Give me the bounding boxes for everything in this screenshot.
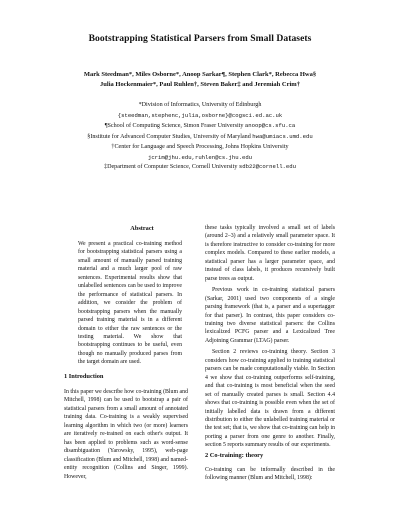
section-heading: 1 Introduction xyxy=(64,373,104,380)
affiliation-email: jcrim@jhu.edu,ruhlen@cs.jhu.edu xyxy=(147,153,253,161)
affiliation-email: hwa@umiacs.umd.edu xyxy=(252,132,313,140)
body-paragraph: these tasks typically involved a small set of labels (around 2–3) and a relatively small parameter space. It is therefore instructive to consider co-training for more complex models. Compared to these earlier models, a statistical parser has a larger parameter space, and instead of class labels, it produces recursively built parse trees as output. xyxy=(205,225,335,282)
abstract-text xyxy=(78,240,182,367)
body-paragraph: Co-training can be informally described in the following manner (Blum and Mitchell, 1998): xyxy=(205,467,335,482)
body-paragraph: Previous work in co-training statistical parsers (Sarkar, 2001) used two components of a single parsing framework (that is, a parser and a supertagger for that parser). In contrast, this paper considers co-training two diverse statistical parsers: the Collins lexicalized PCFG parser and a Lexicalized Tree Adjoining Grammar (LTAG) parser. xyxy=(205,287,335,344)
affiliation: ¶School of Computing Science, Simon Fraser University anoop@cs.sfu.ca xyxy=(104,121,296,129)
body-paragraph: In this paper we describe how co-training (Blum and Mitchell, 1998) can be used to bootstrap a pair of statistical parsers from a small amount of annotated training data. Co-training is a weakly supervised learning algorithm in which two (or more) learners are iteratively re-trained on each other's output. It has been applied to problems such as word-sense disambiguation (Yarowsky, 1995), web-page classification (Blum and Mitchell, 1998) and named-entity recognition (Collins and Singer, 1999). However, xyxy=(64,389,188,480)
affiliation: †Center for Language and Speech Processing, Johns Hopkins University xyxy=(111,143,289,150)
affiliation: *Division of Informatics, University of Edinburgh xyxy=(138,102,262,108)
affiliation-email: anoop@cs.sfu.ca xyxy=(244,121,296,129)
body-paragraph: Section 2 reviews co-training theory. Section 3 considers how co-training applied to training statistical parsers can be made computationally viable. In Section 4 we show that co-training outperforms self-training, and that co-training is most beneficial when the seed set of manually created parses is small. Section 4.4 shows that co-training is possible even when the set of initially labelled data is drawn from a different distribution to either the unlabelled training material or the test set; that is, we show that co-training can help in porting a parser from one genre to another. Finally, section 5 reports summary results of our experiments. xyxy=(205,349,335,449)
section2-body xyxy=(205,466,335,483)
affiliation-email: {steedman,stephenc,julia,osborne}@cogsci.ed.ac.uk xyxy=(117,111,283,119)
author-line: Julia Hockenmaier*, Paul Ruhlen†, Steven Baker‡ and Jeremiah Crim† xyxy=(100,81,300,88)
abstract-heading: Abstract xyxy=(130,225,154,232)
intro-body xyxy=(64,388,188,481)
right-column xyxy=(205,224,335,450)
author-line: Mark Steedman*, Miles Osborne*, Anoop Sarkar¶, Stephen Clark*, Rebecca Hwa§ xyxy=(83,71,317,78)
paper-title: Bootstrapping Statistical Parsers from Small Datasets xyxy=(88,33,312,44)
affiliation: ‡Department of Computer Science, Cornell University sdb22@cornell.edu xyxy=(104,163,296,171)
section-heading: 2 Co-training: theory xyxy=(205,452,264,459)
author-list xyxy=(70,70,330,90)
affiliation-email: sdb22@cornell.edu xyxy=(238,163,296,171)
affiliations xyxy=(50,101,350,173)
affiliation: §Institute for Advanced Computer Studies, University of Maryland hwa@umiacs.umd.edu xyxy=(87,132,313,140)
abstract-paragraph: We present a practical co-training method for bootstrapping statistical parsers using a small amount of manually parsed training material and a much larger pool of raw sentences. Experimental results show that unlabelled sentences can be used to improve the performance of statistical parsers. In addition, we consider the problem of bootstrapping parsers when the manually parsed training material is in a different domain to either the raw sentences or the testing material. We show that bootstrapping continues to be useful, even though no manually produced parses from the target domain are used. xyxy=(78,241,182,366)
